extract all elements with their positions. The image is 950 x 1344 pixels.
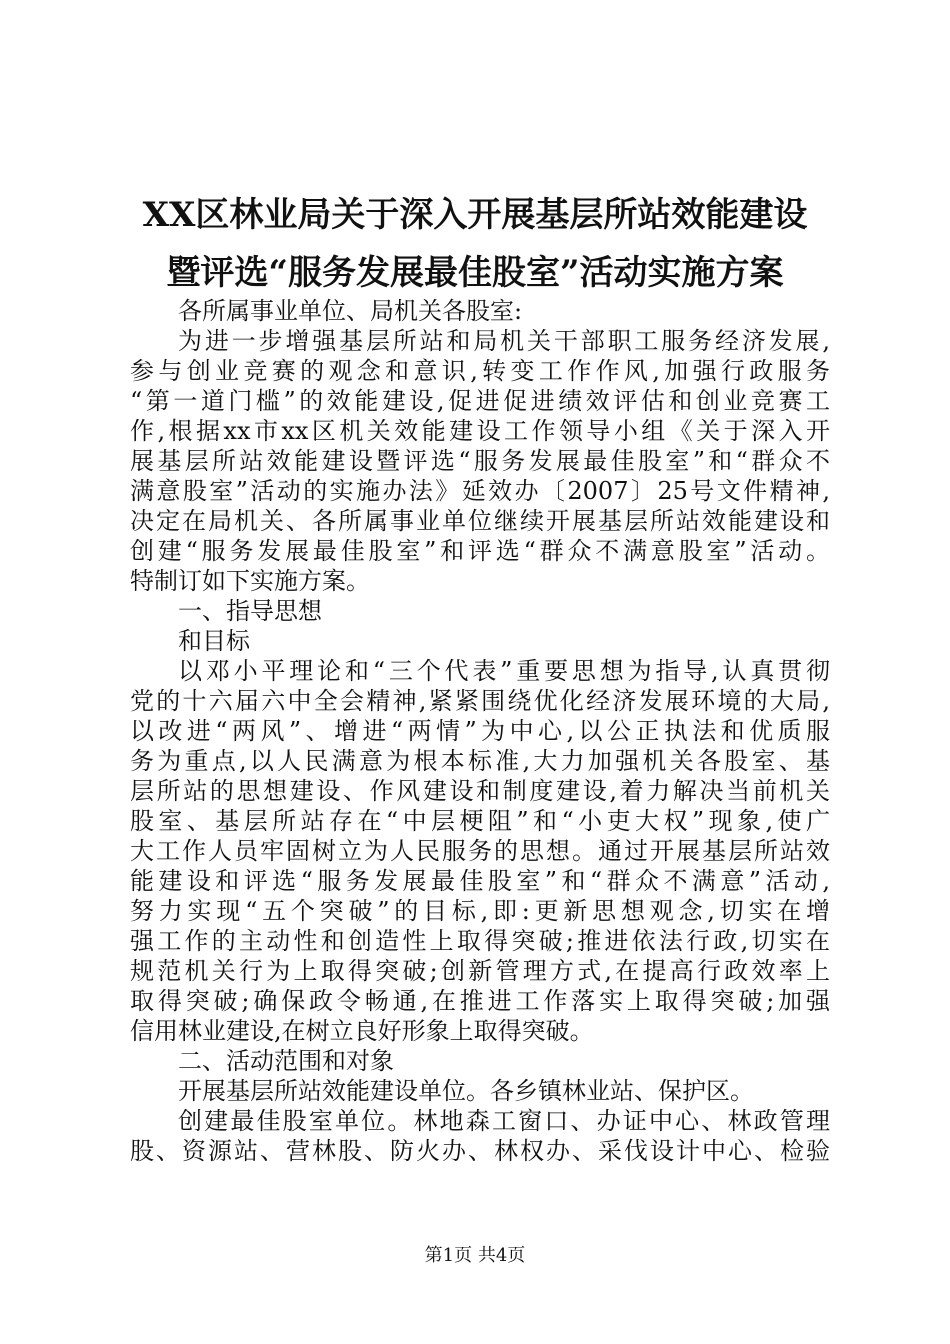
body-line: 各所属事业单位、局机关各股室:	[178, 297, 523, 325]
body-line: 股室、基层所站存在“中层梗阻”和“小吏大权”现象,使广	[130, 807, 830, 835]
body-line: 努力实现“五个突破”的目标,即:更新思想观念,切实在增	[130, 897, 830, 925]
body-line: 以改进“两风”、增进“两情”为中心,以公正执法和优质服	[130, 717, 830, 745]
body-line: 和目标	[178, 627, 250, 655]
title-line-2: 暨评选“服务发展最佳股室”活动实施方案	[166, 253, 784, 293]
body-line: 股、资源站、营林股、防火办、林权办、采伐设计中心、检验	[130, 1137, 830, 1165]
page-footer: 第1页 共4页	[424, 1245, 526, 1266]
body-line: 层所站的思想建设、作风建设和制度建设,着力解决当前机关	[130, 777, 830, 805]
document-title	[110, 186, 840, 302]
body-line: 创建最佳股室单位。林地森工窗口、办证中心、林政管理	[178, 1107, 830, 1135]
body-line: 创建“服务发展最佳股室”和评选“群众不满意股室”活动。	[130, 537, 830, 565]
body-line: 作,根据xx市xx区机关效能建设工作领导小组《关于深入开	[130, 417, 830, 445]
body-line: “第一道门槛”的效能建设,促进促进绩效评估和创业竞赛工	[130, 387, 830, 415]
body-line: 规范机关行为上取得突破;创新管理方式,在提高行政效率上	[130, 957, 830, 985]
body-line: 参与创业竞赛的观念和意识,转变工作作风,加强行政服务	[130, 357, 830, 385]
body-line: 以邓小平理论和“三个代表”重要思想为指导,认真贯彻	[178, 657, 830, 685]
body-line: 能建设和评选“服务发展最佳股室”和“群众不满意”活动,	[130, 867, 830, 895]
body-line: 一、指导思想	[178, 597, 322, 625]
body-line: 二、活动范围和对象	[178, 1047, 394, 1075]
body-line: 决定在局机关、各所属事业单位继续开展基层所站效能建设和	[130, 507, 830, 535]
document-body	[130, 296, 830, 1166]
body-line: 务为重点,以人民满意为根本标准,大力加强机关各股室、基	[130, 747, 830, 775]
body-line: 大工作人员牢固树立为人民服务的思想。通过开展基层所站效	[130, 837, 830, 865]
body-line: 取得突破;确保政令畅通,在推进工作落实上取得突破;加强	[130, 987, 830, 1015]
body-line: 为进一步增强基层所站和局机关干部职工服务经济发展,	[178, 327, 830, 355]
body-line: 展基层所站效能建设暨评选“服务发展最佳股室”和“群众不	[130, 447, 830, 475]
body-line: 党的十六届六中全会精神,紧紧围绕优化经济发展环境的大局,	[130, 687, 830, 715]
body-line: 特制订如下实施方案。	[130, 567, 370, 595]
body-line: 满意股室”活动的实施办法》延效办〔2007〕25号文件精神,	[130, 477, 830, 505]
body-line: 强工作的主动性和创造性上取得突破;推进依法行政,切实在	[130, 927, 830, 955]
body-line: 信用林业建设,在树立良好形象上取得突破。	[130, 1017, 594, 1045]
title-line-1: XX区林业局关于深入开展基层所站效能建设	[142, 195, 808, 235]
body-line: 开展基层所站效能建设单位。各乡镇林业站、保护区。	[178, 1077, 754, 1105]
